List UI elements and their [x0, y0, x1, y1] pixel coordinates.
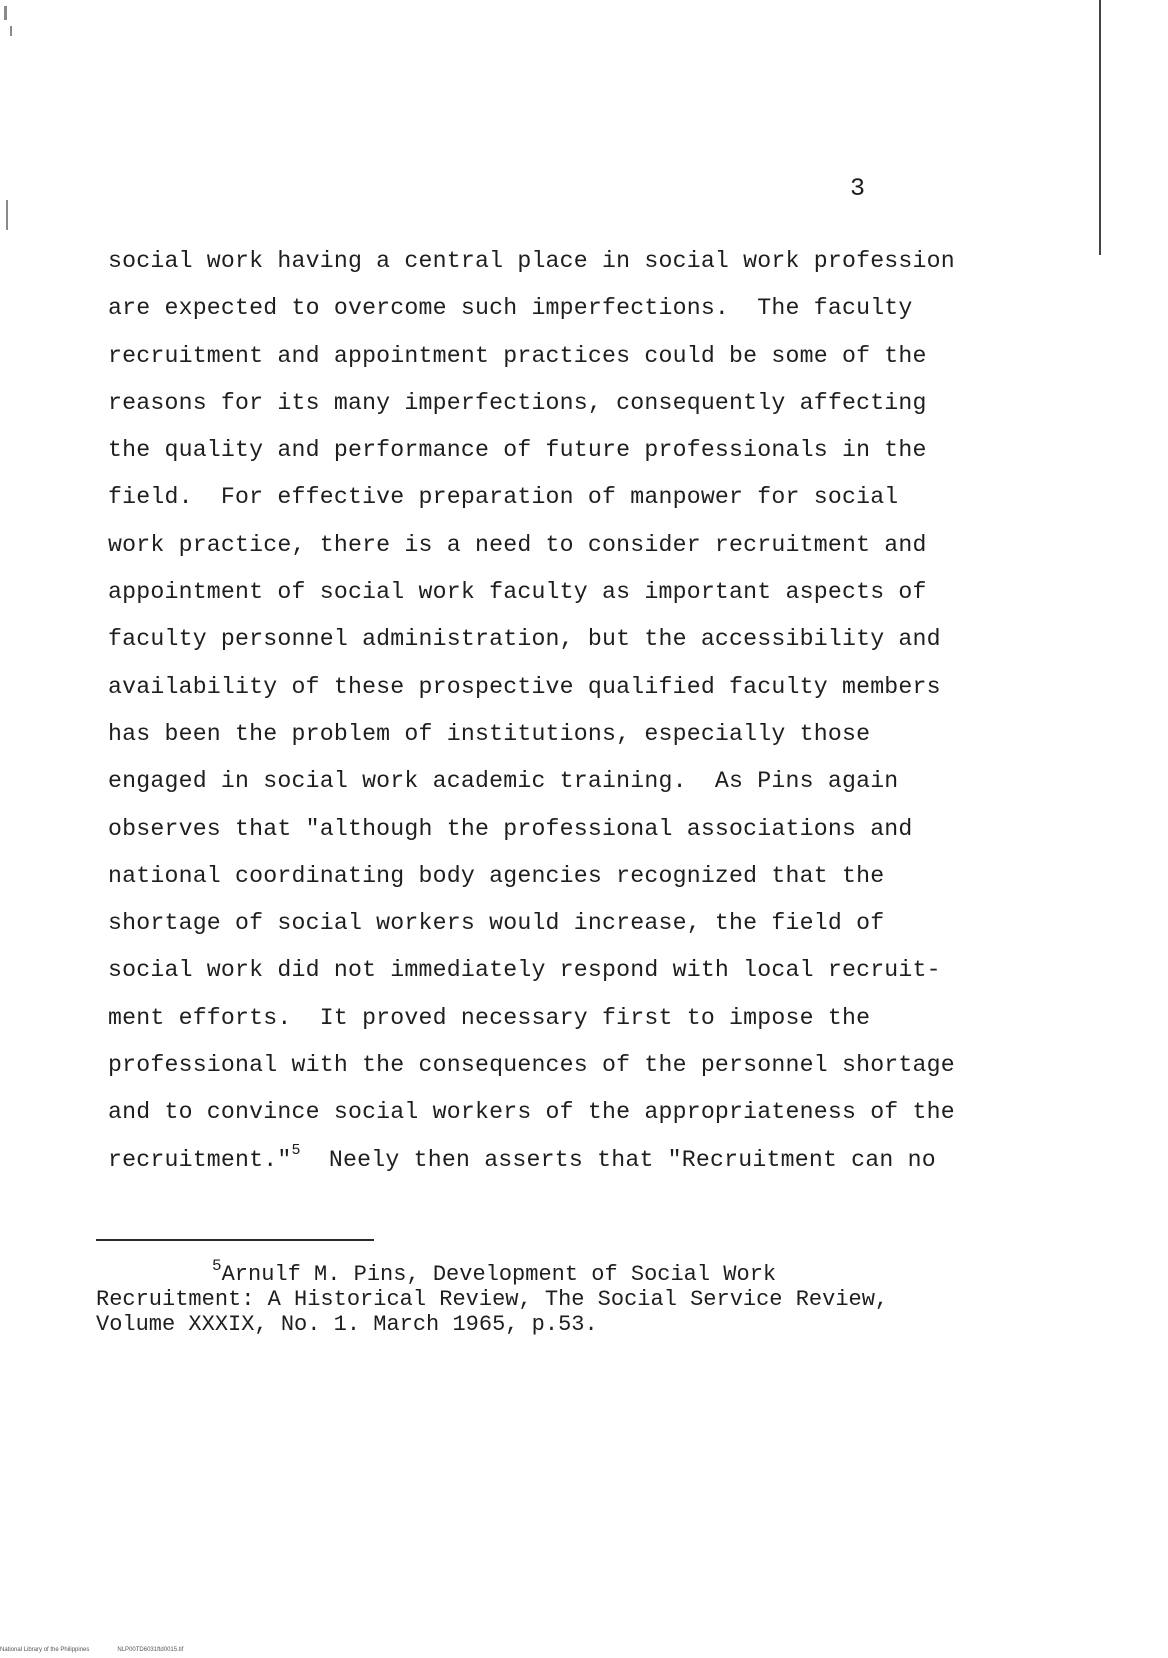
body-line: work practice, there is a need to consider recruitment and: [108, 531, 927, 558]
footnote-reference: 5: [291, 1141, 301, 1159]
body-line: faculty personnel administration, but the accessibility and: [108, 626, 941, 653]
body-line: recruitment and appointment practices could be some of the: [108, 342, 927, 369]
footnote-line: [96, 1257, 888, 1287]
body-line: professional with the consequences of the personnel shortage: [108, 1052, 955, 1079]
footnote-line: Recruitment: A Historical Review, The Social Service Review,: [96, 1287, 889, 1312]
archive-file: NLP00TD6031ftd0015.tif: [117, 1647, 184, 1653]
body-line: social work did not immediately respond with local recruit-: [108, 957, 941, 984]
footnote: [96, 1257, 889, 1337]
footnote-text: Arnulf M. Pins, Development of Social Work: [221, 1262, 777, 1287]
body-line: availability of these prospective qualified faculty members: [108, 673, 941, 700]
body-line: are expected to overcome such imperfections. The faculty: [108, 295, 913, 322]
archive-library: National Library of the Philippines: [0, 1647, 90, 1653]
footnote-line: Volume XXXIX, No. 1. March 1965, p.53.: [96, 1312, 598, 1337]
body-line: reasons for its many imperfections, consequently affecting: [108, 389, 927, 416]
page-number: 3: [850, 174, 866, 203]
scan-margin-line: [1099, 0, 1101, 255]
body-line: shortage of social workers would increase, the field of: [108, 910, 885, 937]
archive-caption: [0, 1647, 211, 1653]
footnote-mark: 5: [212, 1257, 222, 1275]
body-line: the quality and performance of future professionals in the: [108, 437, 927, 464]
scan-speck: [4, 6, 7, 20]
body-line: appointment of social work faculty as important aspects of: [108, 579, 927, 606]
body-line-last: [108, 1137, 955, 1184]
last-line-continuation: Neely then asserts that "Recruitment can no: [300, 1146, 936, 1173]
body-line: observes that "although the professional associations and: [108, 815, 913, 842]
body-line: engaged in social work academic training. As Pins again: [108, 768, 899, 795]
body-line: social work having a central place in social work profession: [108, 248, 955, 274]
footnote-divider: [96, 1239, 374, 1241]
scan-speck: [10, 26, 12, 36]
body-text: [108, 238, 955, 1184]
body-line: and to convince social workers of the appropriateness of the: [108, 1099, 955, 1126]
body-line: has been the problem of institutions, especially those: [108, 720, 871, 747]
body-line: field. For effective preparation of manpower for social: [108, 484, 899, 511]
scan-speck: [6, 200, 8, 230]
body-line: ment efforts. It proved necessary first to impose the: [108, 1004, 871, 1031]
body-line: national coordinating body agencies recognized that the: [108, 862, 885, 889]
last-line-text: recruitment.": [108, 1146, 292, 1173]
